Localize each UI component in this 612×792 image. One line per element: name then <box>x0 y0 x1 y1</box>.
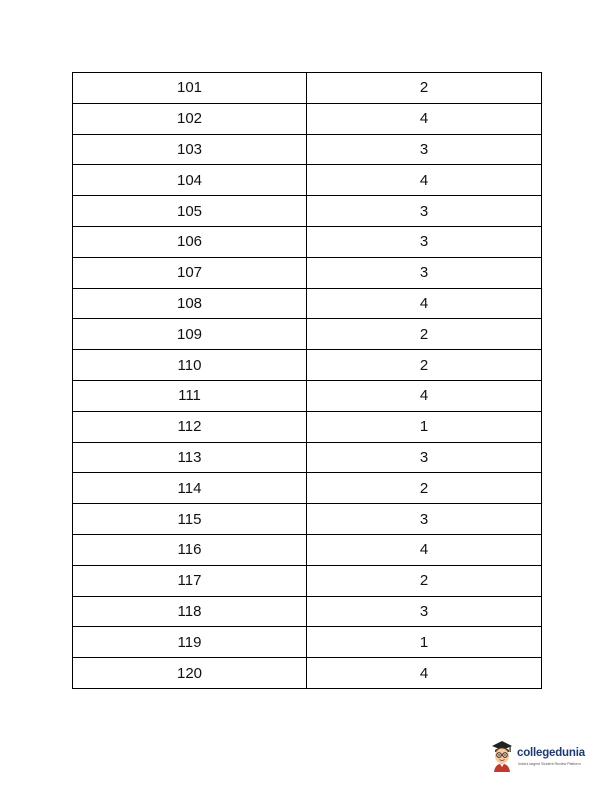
question-number-cell: 117 <box>73 565 307 596</box>
answer-key-body <box>73 73 542 689</box>
question-number-cell: 102 <box>73 103 307 134</box>
question-number-cell: 109 <box>73 319 307 350</box>
table-row <box>73 288 542 319</box>
question-number-cell: 112 <box>73 411 307 442</box>
table-row <box>73 380 542 411</box>
answer-option-cell: 2 <box>307 319 542 350</box>
table-row <box>73 596 542 627</box>
answer-option-cell: 3 <box>307 226 542 257</box>
table-row <box>73 442 542 473</box>
table-row <box>73 103 542 134</box>
collegedunia-branding <box>489 739 599 779</box>
question-number-cell: 119 <box>73 627 307 658</box>
table-row <box>73 257 542 288</box>
question-number-cell: 101 <box>73 73 307 104</box>
brand-name: collegedunia <box>517 747 585 759</box>
table-row <box>73 473 542 504</box>
table-row <box>73 73 542 104</box>
question-number-cell: 113 <box>73 442 307 473</box>
table-row <box>73 504 542 535</box>
answer-option-cell: 4 <box>307 534 542 565</box>
table-row <box>73 350 542 381</box>
answer-option-cell: 3 <box>307 596 542 627</box>
answer-option-cell: 4 <box>307 165 542 196</box>
table-row <box>73 196 542 227</box>
answer-option-cell: 3 <box>307 442 542 473</box>
question-number-cell: 110 <box>73 350 307 381</box>
table-row <box>73 534 542 565</box>
answer-option-cell: 3 <box>307 257 542 288</box>
answer-option-cell: 2 <box>307 565 542 596</box>
answer-option-cell: 4 <box>307 288 542 319</box>
student-mascot-icon <box>489 739 515 773</box>
question-number-cell: 118 <box>73 596 307 627</box>
question-number-cell: 111 <box>73 380 307 411</box>
table-row <box>73 134 542 165</box>
answer-option-cell: 3 <box>307 196 542 227</box>
question-number-cell: 116 <box>73 534 307 565</box>
question-number-cell: 120 <box>73 658 307 689</box>
answer-option-cell: 4 <box>307 658 542 689</box>
answer-option-cell: 3 <box>307 134 542 165</box>
table-row <box>73 565 542 596</box>
table-row <box>73 627 542 658</box>
question-number-cell: 105 <box>73 196 307 227</box>
answer-option-cell: 4 <box>307 103 542 134</box>
answer-option-cell: 2 <box>307 473 542 504</box>
table-row <box>73 226 542 257</box>
answer-option-cell: 3 <box>307 504 542 535</box>
table-row <box>73 658 542 689</box>
question-number-cell: 103 <box>73 134 307 165</box>
answer-option-cell: 1 <box>307 411 542 442</box>
question-number-cell: 106 <box>73 226 307 257</box>
answer-option-cell: 2 <box>307 350 542 381</box>
question-number-cell: 108 <box>73 288 307 319</box>
question-number-cell: 104 <box>73 165 307 196</box>
question-number-cell: 107 <box>73 257 307 288</box>
question-number-cell: 115 <box>73 504 307 535</box>
answer-option-cell: 4 <box>307 380 542 411</box>
question-number-cell: 114 <box>73 473 307 504</box>
answer-key-table <box>72 72 542 689</box>
answer-option-cell: 2 <box>307 73 542 104</box>
table-row <box>73 411 542 442</box>
table-row <box>73 165 542 196</box>
answer-option-cell: 1 <box>307 627 542 658</box>
brand-tagline: India's largest Student Review Platform <box>518 762 581 766</box>
table-row <box>73 319 542 350</box>
